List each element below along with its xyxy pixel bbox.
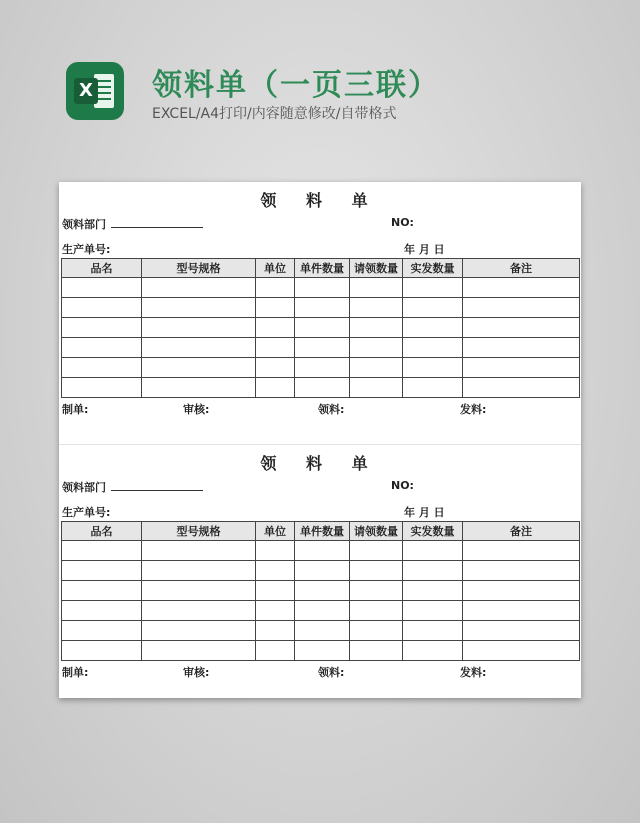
reviewer-label: 审核: [183,403,210,416]
table-cell[interactable] [142,621,256,641]
table-cell[interactable] [256,561,295,581]
table-cell[interactable] [295,298,350,318]
column-header: 单件数量 [295,522,350,541]
table-cell[interactable] [463,541,580,561]
page-title: 领料单（一页三联） [152,68,440,103]
dept-label: 领料部门 [62,218,106,231]
table-cell[interactable] [350,298,403,318]
table-cell[interactable] [295,581,350,601]
table-header-row [62,522,580,541]
table-cell[interactable] [295,358,350,378]
receiver-label: 领料: [318,666,345,679]
table-cell[interactable] [142,641,256,661]
form-title: 领 料 单 [260,191,380,210]
column-header: 备注 [463,522,580,541]
table-cell[interactable] [350,581,403,601]
table-cell[interactable] [62,378,142,398]
table-cell[interactable] [142,541,256,561]
table-cell[interactable] [256,338,295,358]
excel-letter: X [74,78,98,104]
table-cell[interactable] [62,581,142,601]
table-cell[interactable] [295,378,350,398]
table-cell[interactable] [295,621,350,641]
table-cell[interactable] [256,541,295,561]
table-cell[interactable] [350,358,403,378]
table-cell[interactable] [350,601,403,621]
table-cell[interactable] [256,641,295,661]
table-cell[interactable] [463,358,580,378]
table-cell[interactable] [463,298,580,318]
table-cell[interactable] [350,378,403,398]
table-cell[interactable] [463,318,580,338]
excel-icon [66,62,124,120]
table-row [62,358,580,378]
table-cell[interactable] [62,601,142,621]
table-cell[interactable] [256,378,295,398]
table-row [62,641,580,661]
table-cell[interactable] [403,318,463,338]
table-cell[interactable] [142,358,256,378]
table-cell[interactable] [256,621,295,641]
table-cell[interactable] [62,358,142,378]
table-cell[interactable] [295,278,350,298]
dept-label: 领料部门 [62,481,106,494]
table-cell[interactable] [295,338,350,358]
table-cell[interactable] [463,581,580,601]
table-row [62,338,580,358]
issuer-label: 发料: [460,666,487,679]
order-no-label: 生产单号: [62,243,111,256]
table-row [62,378,580,398]
table-cell[interactable] [403,358,463,378]
table-cell[interactable] [463,278,580,298]
table-cell[interactable] [350,338,403,358]
column-header: 请领数量 [350,259,403,278]
maker-label: 制单: [62,403,89,416]
table-cell[interactable] [142,581,256,601]
dept-field[interactable] [111,227,203,228]
table-row [62,601,580,621]
date-label: 年 月 日 [404,506,445,519]
order-no-label: 生产单号: [62,506,111,519]
column-header: 型号规格 [142,522,256,541]
table-cell[interactable] [256,358,295,378]
table-cell[interactable] [62,298,142,318]
table-cell[interactable] [403,561,463,581]
table-cell[interactable] [350,561,403,581]
date-label: 年 月 日 [404,243,445,256]
table-row [62,278,580,298]
table-cell[interactable] [256,601,295,621]
table-cell[interactable] [142,378,256,398]
no-label: NO: [391,216,414,229]
table-row [62,298,580,318]
table-cell[interactable] [463,601,580,621]
table-cell[interactable] [256,278,295,298]
material-requisition-form [59,182,581,444]
column-header: 请领数量 [350,522,403,541]
table-cell[interactable] [403,278,463,298]
table-cell[interactable] [403,338,463,358]
table-cell[interactable] [350,621,403,641]
table-cell[interactable] [463,378,580,398]
column-header: 品名 [62,522,142,541]
table-cell[interactable] [403,601,463,621]
column-header: 单位 [256,522,295,541]
table-row [62,581,580,601]
table-cell[interactable] [62,318,142,338]
table-cell[interactable] [142,338,256,358]
table-cell[interactable] [62,641,142,661]
no-label: NO: [391,479,414,492]
dept-field[interactable] [111,490,203,491]
table-cell[interactable] [463,338,580,358]
column-header: 型号规格 [142,259,256,278]
table-cell[interactable] [62,278,142,298]
receiver-label: 领料: [318,403,345,416]
table-cell[interactable] [350,318,403,338]
table-cell[interactable] [142,298,256,318]
table-cell[interactable] [295,561,350,581]
table-cell[interactable] [403,581,463,601]
table-cell[interactable] [62,338,142,358]
requisition-table [61,521,580,661]
table-row [62,541,580,561]
table-cell[interactable] [295,541,350,561]
table-cell[interactable] [403,378,463,398]
column-header: 单位 [256,259,295,278]
column-header: 品名 [62,259,142,278]
table-cell[interactable] [62,561,142,581]
table-cell[interactable] [142,601,256,621]
table-cell[interactable] [256,298,295,318]
table-cell[interactable] [463,561,580,581]
spreadsheet-preview [59,182,581,698]
table-cell[interactable] [403,541,463,561]
table-cell[interactable] [142,318,256,338]
issuer-label: 发料: [460,403,487,416]
table-cell[interactable] [403,641,463,661]
table-cell[interactable] [62,541,142,561]
table-cell[interactable] [350,278,403,298]
table-row [62,318,580,338]
material-requisition-form [59,444,581,707]
table-cell[interactable] [295,641,350,661]
maker-label: 制单: [62,666,89,679]
table-cell[interactable] [62,621,142,641]
table-cell[interactable] [142,561,256,581]
table-cell[interactable] [403,621,463,641]
table-cell[interactable] [463,641,580,661]
requisition-table [61,258,580,398]
page-header [66,60,626,130]
table-header-row [62,259,580,278]
table-cell[interactable] [142,278,256,298]
table-row [62,621,580,641]
table-cell[interactable] [350,541,403,561]
column-header: 实发数量 [403,522,463,541]
page-subtitle: EXCEL/A4打印/内容随意修改/自带格式 [152,106,397,122]
column-header: 实发数量 [403,259,463,278]
table-cell[interactable] [403,298,463,318]
table-cell[interactable] [256,581,295,601]
table-cell[interactable] [350,641,403,661]
table-cell[interactable] [463,621,580,641]
column-header: 单件数量 [295,259,350,278]
form-title: 领 料 单 [260,454,380,473]
table-cell[interactable] [295,318,350,338]
table-row [62,561,580,581]
reviewer-label: 审核: [183,666,210,679]
table-cell[interactable] [295,601,350,621]
column-header: 备注 [463,259,580,278]
table-cell[interactable] [256,318,295,338]
